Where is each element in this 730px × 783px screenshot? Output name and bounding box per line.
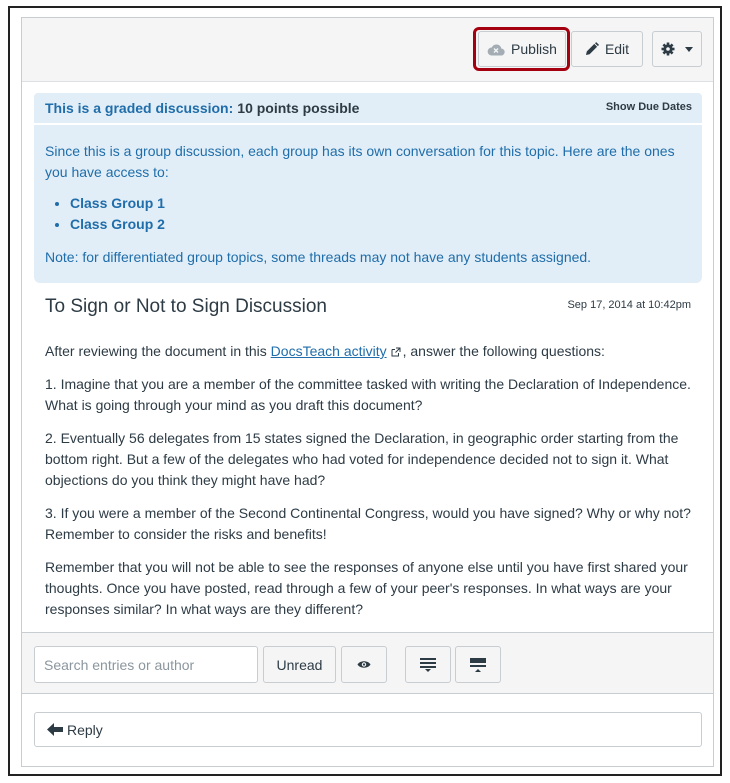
expand-all-button[interactable] [405, 646, 451, 683]
expand-icon [420, 658, 436, 672]
points-possible: 10 points possible [237, 100, 360, 116]
cloud-icon [487, 43, 505, 56]
group-discussion-notice [34, 125, 702, 283]
collapse-icon [470, 658, 486, 672]
group-list [70, 193, 691, 235]
discussion-title: To Sign or Not to Sign Discussion [45, 296, 327, 317]
intro-text-after: , answer the following questions: [402, 343, 605, 359]
graded-discussion-bar [34, 93, 702, 123]
body-paragraph: 2. Eventually 56 delegates from 15 states signed the Declaration, in geographic order starting from the bottom right. But a few of the delegates who had voted for independence decided not to sign it. What objections do you think they might have had? [45, 430, 679, 488]
graded-label: This is a graded discussion: [45, 100, 234, 116]
body-paragraph: 3. If you were a member of the Second Continental Congress, would you have signed? Why or why not? Remember to consider the risks and benefits! [45, 505, 691, 542]
reply-arrow-icon [47, 723, 63, 736]
group-note: Note: for differentiated group topics, some threads may not have any students assigned. [45, 249, 592, 265]
discussion-filter-bar [22, 632, 713, 694]
docsteach-activity-link[interactable]: DocsTeach activity [270, 343, 387, 359]
discussion-panel [21, 17, 714, 767]
eye-icon [357, 660, 371, 669]
reply-label: Reply [67, 721, 103, 738]
mark-all-read-button[interactable] [341, 646, 387, 683]
discussion-toolbar [22, 18, 713, 82]
unread-filter-button[interactable] [263, 646, 336, 683]
publish-label: Publish [511, 41, 557, 57]
search-entries-input[interactable] [34, 646, 258, 683]
publish-button[interactable] [478, 31, 566, 67]
collapse-all-button[interactable] [455, 646, 501, 683]
discussion-body [45, 341, 695, 632]
group-intro: Since this is a group discussion, each group has its own conversation for this topic. Here are the ones you have access to: [45, 143, 675, 180]
posted-date: Sep 17, 2014 at 10:42pm [567, 299, 691, 311]
settings-menu-button[interactable] [652, 31, 702, 67]
external-link-icon [391, 347, 401, 357]
gear-icon [661, 42, 675, 56]
unread-label: Unread [276, 656, 323, 673]
show-due-dates-link[interactable]: Show Due Dates [605, 101, 692, 113]
pencil-icon [585, 42, 599, 56]
intro-text-before: After reviewing the document in this [45, 343, 271, 359]
body-paragraph: 1. Imagine that you are a member of the committee tasked with writing the Declaration of Independence. What is going through your mind as you draft this document? [45, 376, 691, 413]
intro-paragraph [45, 341, 695, 362]
edit-button[interactable] [571, 31, 643, 67]
reply-button[interactable] [34, 712, 702, 747]
edit-label: Edit [604, 41, 630, 57]
group-link-class-group-1[interactable]: • Class Group 1 [70, 193, 691, 214]
group-link-class-group-2[interactable]: • Class Group 2 [70, 214, 691, 235]
caret-down-icon [685, 47, 693, 52]
body-paragraph: Remember that you will not be able to see the responses of anyone else until you have first shared your thoughts. Once you have posted, read through a few of your peer's responses. In what ways are your responses similar? In what ways are they different? [45, 559, 688, 617]
